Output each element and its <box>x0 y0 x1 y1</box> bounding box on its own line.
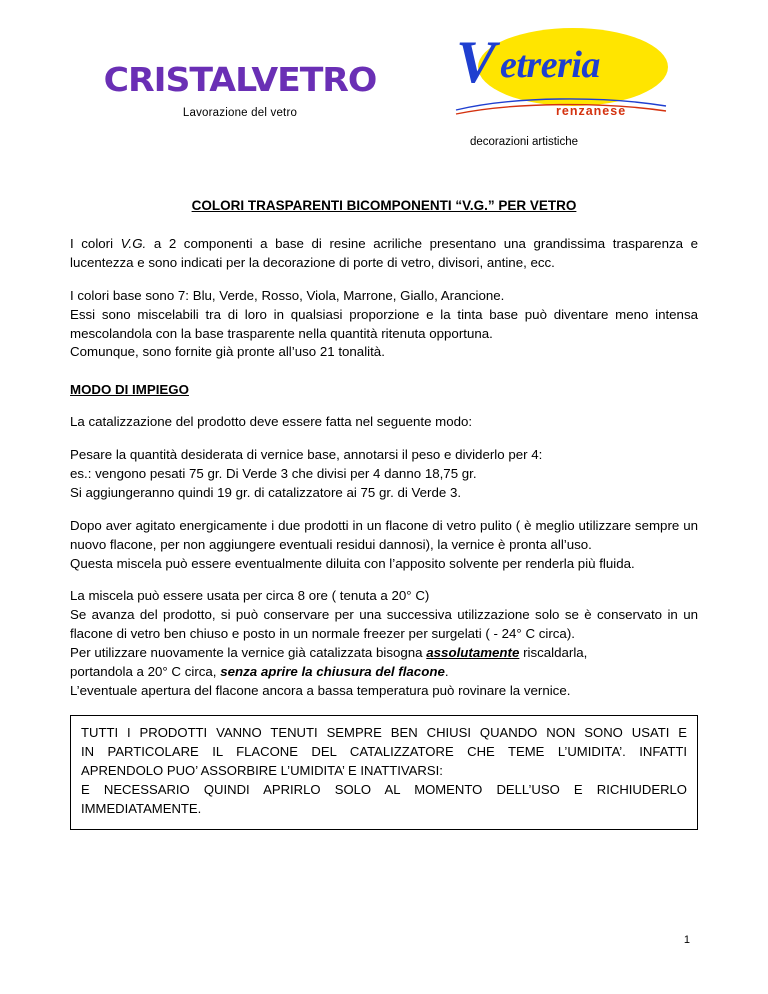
cold-open-warning-line: L’eventuale apertura del flacone ancora a bassa temperatura può rovinare la vernice. <box>70 682 571 698</box>
renzanese-subtitle: renzanese <box>556 104 627 118</box>
dilution-paragraph: Questa miscela può essere eventualmente diluita con l’apposito solvente per renderla più fluida. <box>70 555 635 571</box>
vetreria-tagline: decorazioni artistiche <box>470 136 579 148</box>
cristalvetro-wordmark: CRISTALVETRO <box>103 60 377 99</box>
usage-time-line: La miscela può essere usata per circa 8 ore ( tenuta a 20° C) <box>70 588 430 604</box>
document-title: COLORI TRASPARENTI BICOMPONENTI “V.G.” PER VETRO <box>191 198 577 213</box>
catalysis-intro-line: La catalizzazione del prodotto deve essere fatta nel seguente modo: <box>70 414 473 430</box>
section-heading-modo-di-impiego: MODO DI IMPIEGO <box>70 382 189 398</box>
vetreria-v-letter: V <box>456 29 497 95</box>
intro-paragraph <box>70 235 698 273</box>
reheat-paragraph <box>70 644 698 663</box>
base-colors-line: I colori base sono 7: Blu, Verde, Rosso, Viola, Marrone, Giallo, Arancione. <box>70 287 505 303</box>
page-number: 1 <box>683 934 690 946</box>
warning-line-1: TUTTI I PRODOTTI VANNO TENUTI SEMPRE BEN CHIUSI QUANDO NON SONO USATI E <box>81 724 687 740</box>
no-open-text-pre: portandola a 20° C circa, <box>70 663 221 679</box>
warning-line-4: E NECESSARIO QUINDI APRIRLO SOLO AL MOMENTO DELL’USO E RICHIUDERLO <box>81 781 687 797</box>
reheat-text-pre: Per utilizzare nuovamente la vernice già catalizzata bisogna <box>70 645 427 660</box>
no-open-paragraph <box>70 663 698 682</box>
step-2: es.: vengono pesati 75 gr. Di Verde 3 che divisi per 4 danno 18,75 gr. <box>70 466 477 481</box>
no-open-text-post: . <box>444 663 449 679</box>
intro-vg-italic: V.G. <box>120 236 147 251</box>
warning-line-3: APRENDOLO PUO’ ASSORBIRE L’UMIDITA’ E INATTIVARSI: <box>81 762 443 778</box>
warning-box <box>70 715 698 830</box>
cristalvetro-logo <box>90 60 390 119</box>
mixing-paragraph: Dopo aver agitato energicamente i due prodotti in un flacone di vetro pulito ( è meglio utilizzare sempre un nuovo flacone, per non aggiungere eventuali residui dannosi), la vernice è pronta all’uso. <box>70 517 698 552</box>
reheat-emphasis: assolutamente <box>426 645 520 660</box>
ready-tones-line: Comunque, sono fornite già pronte all’uso 21 tonalità. <box>70 344 385 360</box>
storage-paragraph: Se avanza del prodotto, si può conservare per una successiva utilizzazione solo se è conservato in un flacone di vetro ben chiuso e posto in un normale freezer per surgelati ( - 24° C circa). <box>70 607 698 642</box>
document-header <box>70 0 698 170</box>
mixability-line: Essi sono miscelabili tra di loro in qualsiasi proporzione e la tinta base può diventare meno intensa mescolandola con la base trasparente nella quantità ritenuta opportuna. <box>70 306 698 341</box>
steps-block <box>70 446 698 503</box>
warning-line-2: IN PARTICOLARE IL FLACONE DEL CATALIZZATORE CHE TEME L’UMIDITA’. INFATTI <box>81 743 687 759</box>
intro-text-pre: I colori <box>70 236 121 251</box>
intro-text-post: a 2 componenti a base di resine acriliche presentano una grandissima trasparenza e lucentezza e sono indicati per la decorazione di porte di vetro, divisori, antine, ecc. <box>70 236 698 270</box>
vetreria-wordmark: etreria <box>500 44 600 86</box>
vetreria-renzanese-logo <box>448 28 698 158</box>
step-3: Si aggiungeranno quindi 19 gr. di catalizzatore ai 75 gr. di Verde 3. <box>70 484 462 500</box>
warning-line-5: IMMEDIATAMENTE. <box>81 800 202 816</box>
cristalvetro-tagline: Lavorazione del vetro <box>182 107 298 119</box>
no-open-emphasis: senza aprire la chiusura del flacone <box>220 663 445 679</box>
reheat-text-post: riscaldarla, <box>519 645 588 660</box>
step-1: Pesare la quantità desiderata di vernice base, annotarsi il peso e dividerlo per 4: <box>70 447 543 463</box>
